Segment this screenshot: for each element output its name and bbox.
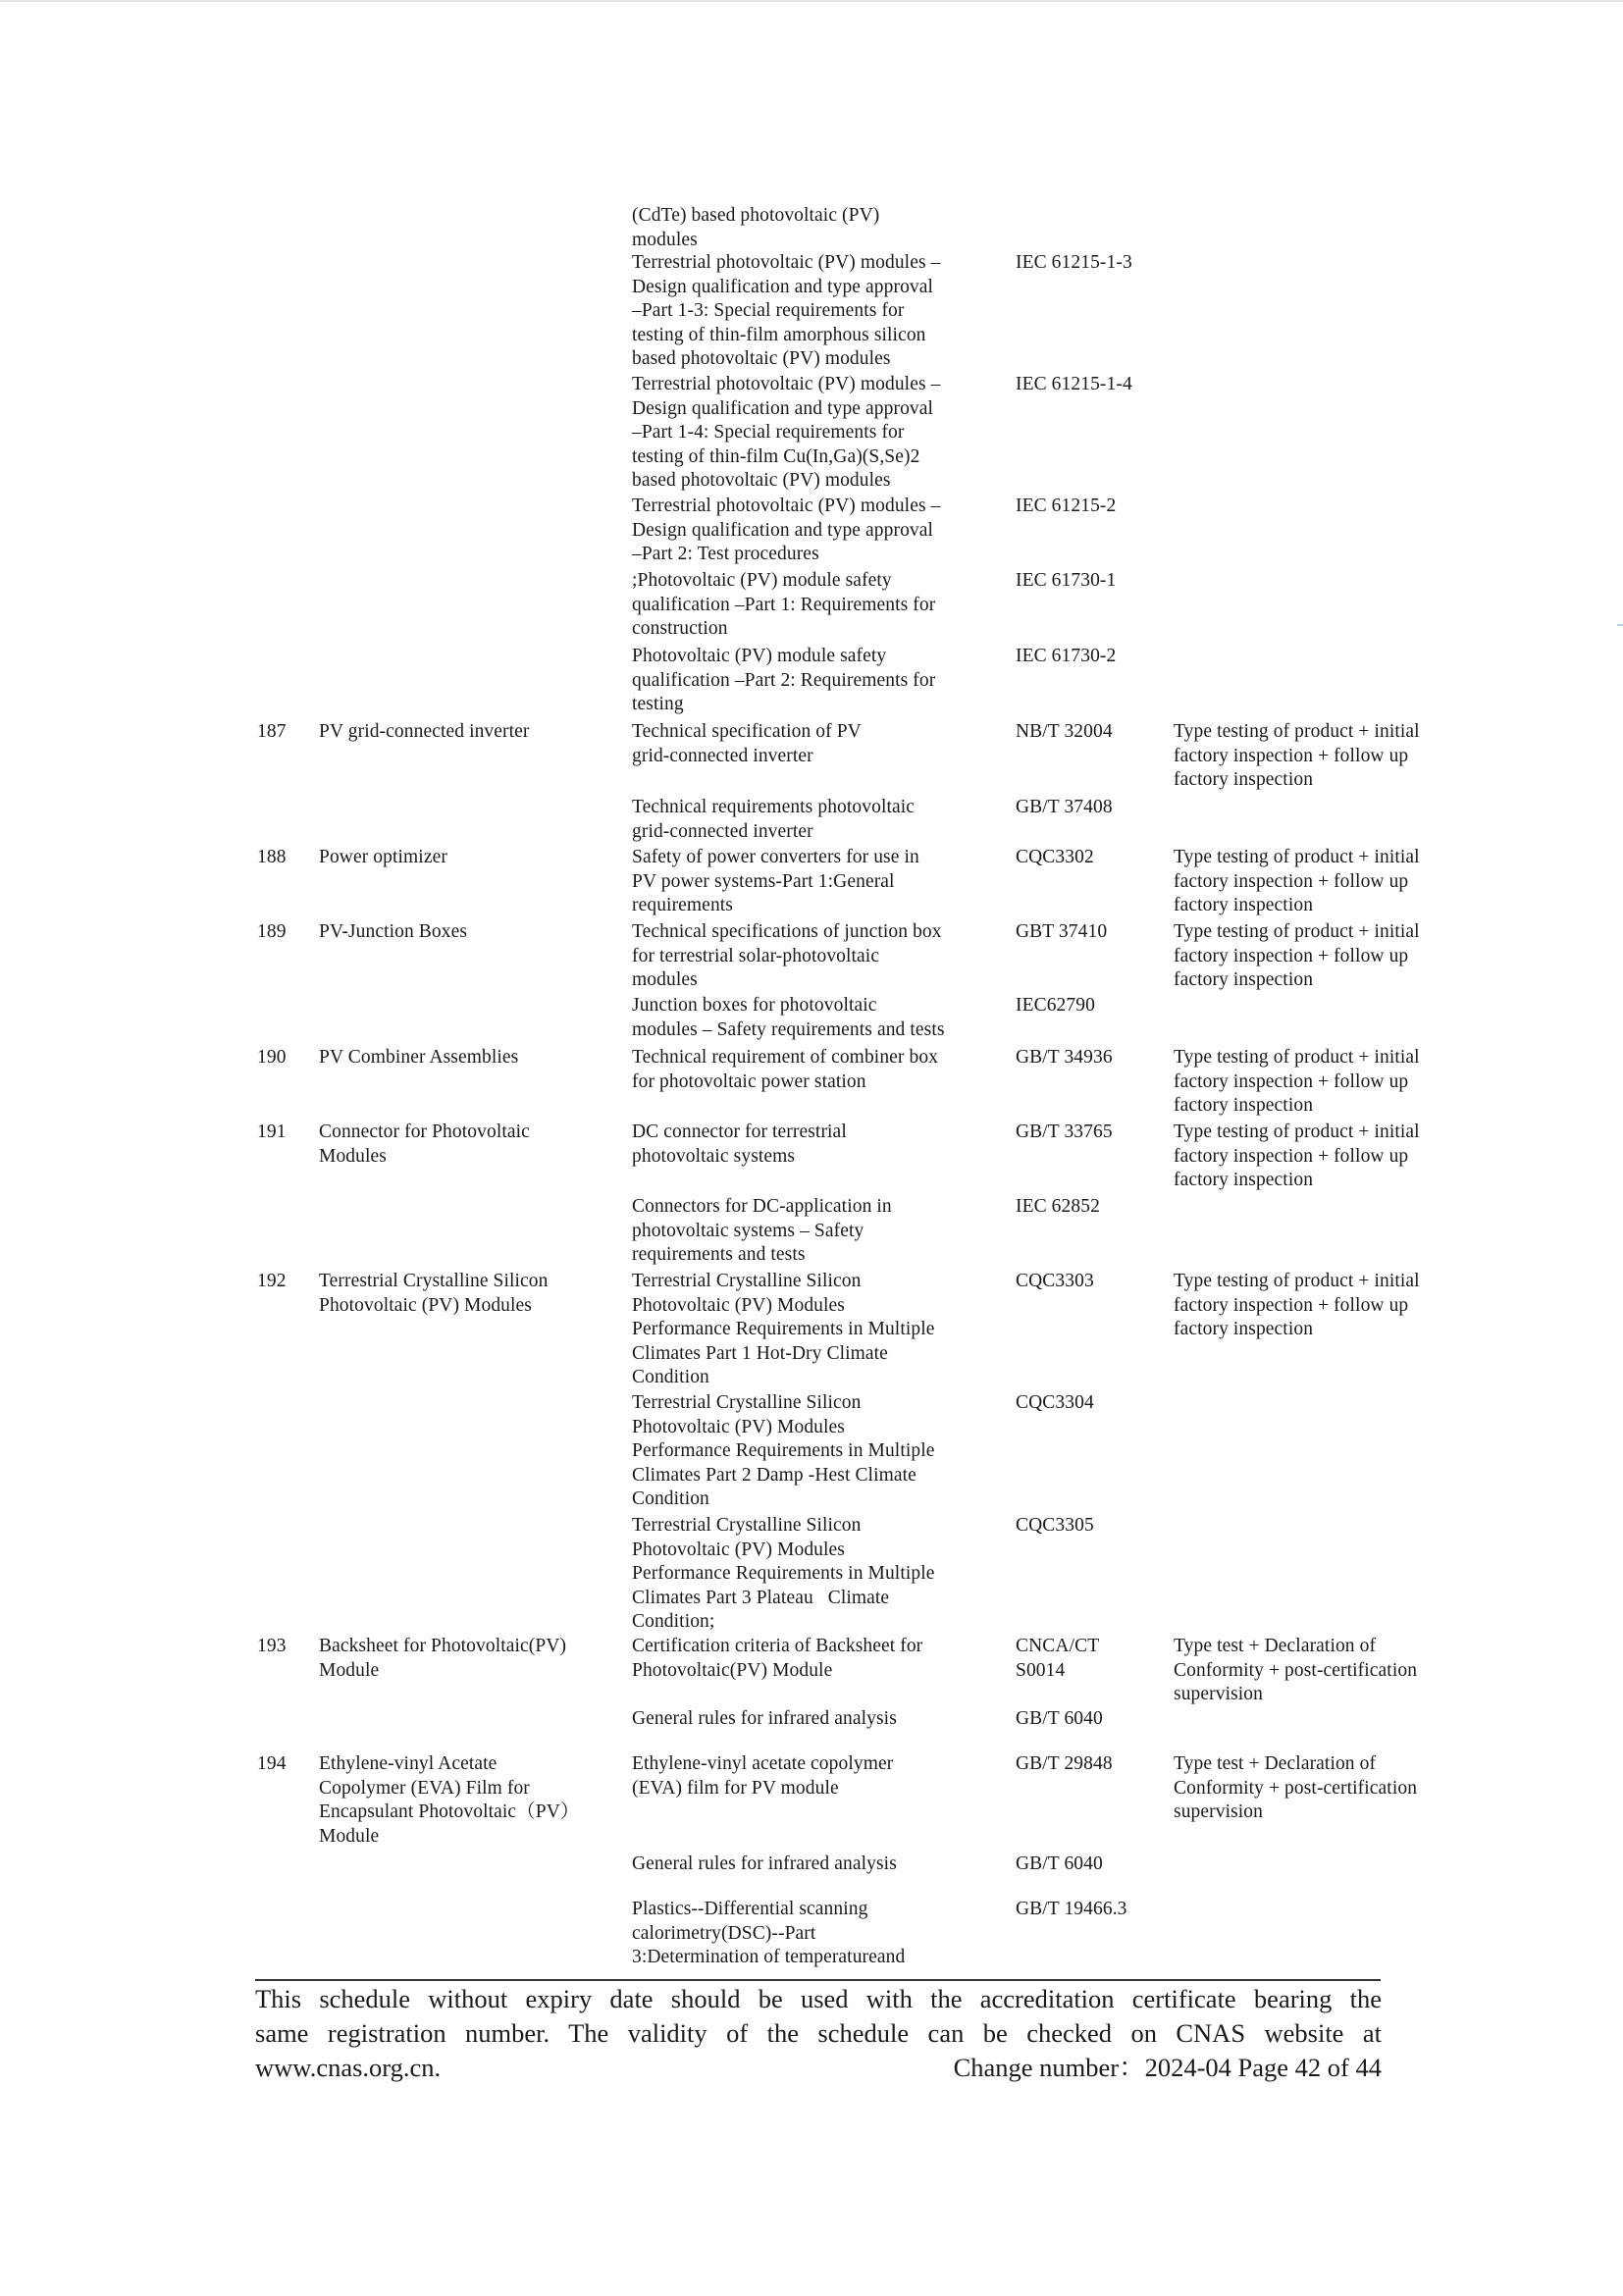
row-2-standard-line-3: testing of thin-film Cu(In,Ga)(S,Se)2	[632, 445, 920, 467]
row-4-standard-line-0: ;Photovoltaic (PV) module safety	[632, 570, 892, 591]
row-11-standard-line-0: Technical requirement of combiner box	[632, 1047, 939, 1068]
row-4-standard-line-2: construction	[632, 618, 728, 639]
row-14-standard-line-3: Climates Part 1 Hot-Dry Climate	[632, 1342, 888, 1364]
row-16-standard-line-3: Climates Part 3 Plateau Climate	[632, 1587, 890, 1608]
row-6-no-line-0: 187	[257, 721, 287, 742]
row-17-standard-line-1: Photovoltaic(PV) Module	[632, 1659, 833, 1681]
row-21-standard-line-0: Plastics--Differential scanning	[632, 1899, 868, 1919]
row-14-mode-line-2: factory inspection	[1174, 1319, 1314, 1339]
row-3-standard-line-1: Design qualification and type approval	[632, 519, 934, 541]
row-1-standard-line-0: Terrestrial photovoltaic (PV) modules –	[632, 252, 941, 273]
row-9-product-line-0: PV-Junction Boxes	[319, 921, 468, 942]
row-3-standard-line-0: Terrestrial photovoltaic (PV) modules –	[632, 496, 941, 516]
page-footer	[255, 1982, 1382, 2085]
row-16-standard-line-4: Condition;	[632, 1611, 715, 1632]
row-12-mode-line-1: factory inspection + follow up	[1174, 1145, 1409, 1167]
row-5-standard-line-1: qualification –Part 2: Requirements for	[632, 669, 936, 691]
row-13-standard-line-0: Connectors for DC-application in	[632, 1196, 892, 1217]
row-2-standard-line-1: Design qualification and type approval	[632, 397, 934, 419]
row-8-no-line-0: 188	[257, 847, 287, 867]
row-10-standard-line-0: Junction boxes for photovoltaic	[632, 995, 877, 1016]
row-21-standard-line-2: 3:Determination of temperatureand	[632, 1947, 906, 1967]
row-15-standard-line-4: Condition	[632, 1488, 709, 1509]
row-11-standard-line-1: for photovoltaic power station	[632, 1070, 866, 1092]
row-14-product-line-1: Photovoltaic (PV) Modules	[319, 1294, 532, 1316]
row-17-no-line-0: 193	[257, 1636, 287, 1656]
row-17-mode-line-1: Conformity + post-certification	[1174, 1659, 1418, 1681]
row-14-mode-line-0: Type testing of product + initial	[1174, 1271, 1420, 1291]
row-14-product-line-0: Terrestrial Crystalline Silicon	[319, 1271, 549, 1291]
row-13-standard-line-1: photovoltaic systems – Safety	[632, 1220, 864, 1241]
row-2-standard-line-0: Terrestrial photovoltaic (PV) modules –	[632, 374, 941, 394]
row-9-standard-line-0: Technical specifications of junction box	[632, 921, 942, 942]
footer-change-number: Change number：2024-04 Page 42 of 44	[953, 2053, 1382, 2082]
row-11-mode-line-0: Type testing of product + initial	[1174, 1047, 1420, 1068]
row-7-standard-line-0: Technical requirements photovoltaic	[632, 797, 916, 817]
row-6-product-line-0: PV grid-connected inverter	[319, 721, 530, 742]
row-12-code-line-0: GB/T 33765	[1016, 1122, 1113, 1142]
row-8-standard-line-1: PV power systems-Part 1:General	[632, 870, 895, 892]
footer-website: www.cnas.org.cn.	[255, 2053, 442, 2082]
row-16-standard-line-1: Photovoltaic (PV) Modules	[632, 1539, 845, 1560]
row-17-code-line-1: S0014	[1016, 1659, 1066, 1681]
row-14-no-line-0: 192	[257, 1271, 287, 1291]
row-19-code-line-0: GB/T 29848	[1016, 1753, 1113, 1774]
row-9-code-line-0: GBT 37410	[1016, 921, 1108, 942]
row-8-standard-line-0: Safety of power converters for use in	[632, 847, 919, 867]
row-15-standard-line-1: Photovoltaic (PV) Modules	[632, 1416, 845, 1437]
row-19-mode-line-1: Conformity + post-certification	[1174, 1777, 1418, 1799]
row-2-code-line-0: IEC 61215-1-4	[1016, 374, 1132, 394]
row-12-mode-line-2: factory inspection	[1174, 1170, 1314, 1190]
row-6-mode-line-1: factory inspection + follow up	[1174, 745, 1409, 766]
row-3-standard-line-2: –Part 2: Test procedures	[632, 544, 819, 564]
footer-line-3	[255, 2051, 1382, 2085]
row-8-mode-line-1: factory inspection + follow up	[1174, 870, 1409, 892]
footer-line-2: same registration number. The validity of the schedule can be checked on CNAS website at	[255, 2018, 1382, 2048]
row-15-standard-line-3: Climates Part 2 Damp -Hest Climate	[632, 1464, 916, 1486]
row-16-code-line-0: CQC3305	[1016, 1515, 1094, 1536]
row-11-mode-line-2: factory inspection	[1174, 1095, 1314, 1116]
row-5-code-line-0: IEC 61730-2	[1016, 646, 1117, 666]
row-12-product-line-1: Modules	[319, 1145, 387, 1167]
row-2-standard-line-2: –Part 1-4: Special requirements for	[632, 422, 905, 443]
row-19-standard-line-1: (EVA) film for PV module	[632, 1777, 839, 1799]
row-19-no-line-0: 194	[257, 1753, 287, 1774]
footer-rule	[255, 1979, 1381, 1981]
row-18-code-line-0: GB/T 6040	[1016, 1708, 1103, 1729]
row-14-standard-line-1: Photovoltaic (PV) Modules	[632, 1294, 845, 1316]
row-6-standard-line-1: grid-connected inverter	[632, 745, 813, 766]
row-14-code-line-0: CQC3303	[1016, 1271, 1094, 1291]
row-10-code-line-0: IEC62790	[1016, 995, 1095, 1016]
row-12-standard-line-0: DC connector for terrestrial	[632, 1122, 847, 1142]
row-8-standard-line-2: requirements	[632, 895, 733, 915]
row-9-mode-line-2: factory inspection	[1174, 969, 1314, 990]
row-9-mode-line-1: factory inspection + follow up	[1174, 945, 1409, 966]
row-6-code-line-0: NB/T 32004	[1016, 721, 1113, 742]
row-11-no-line-0: 190	[257, 1047, 287, 1068]
row-10-standard-line-1: modules – Safety requirements and tests	[632, 1018, 945, 1040]
row-18-standard-line-0: General rules for infrared analysis	[632, 1708, 897, 1729]
row-12-standard-line-1: photovoltaic systems	[632, 1145, 796, 1167]
row-9-standard-line-2: modules	[632, 969, 698, 990]
row-20-code-line-0: GB/T 6040	[1016, 1853, 1103, 1874]
row-6-standard-line-0: Technical specification of PV	[632, 721, 862, 742]
row-11-code-line-0: GB/T 34936	[1016, 1047, 1113, 1068]
row-3-code-line-0: IEC 61215-2	[1016, 496, 1117, 516]
row-6-mode-line-0: Type testing of product + initial	[1174, 721, 1420, 742]
row-7-standard-line-1: grid-connected inverter	[632, 820, 813, 842]
row-16-standard-line-2: Performance Requirements in Multiple	[632, 1563, 935, 1584]
row-17-product-line-1: Module	[319, 1659, 380, 1681]
row-14-standard-line-4: Condition	[632, 1367, 709, 1387]
row-2-standard-line-4: based photovoltaic (PV) modules	[632, 470, 891, 491]
row-19-standard-line-0: Ethylene-vinyl acetate copolymer	[632, 1753, 894, 1774]
row-16-standard-line-0: Terrestrial Crystalline Silicon	[632, 1515, 862, 1536]
row-14-standard-line-0: Terrestrial Crystalline Silicon	[632, 1271, 862, 1291]
row-14-mode-line-1: factory inspection + follow up	[1174, 1294, 1409, 1316]
row-19-mode-line-2: supervision	[1174, 1801, 1264, 1822]
footer-line-1: This schedule without expiry date should be used with the accreditation certificate bearing the	[255, 1984, 1382, 2013]
row-8-product-line-0: Power optimizer	[319, 847, 447, 867]
row-9-mode-line-0: Type testing of product + initial	[1174, 921, 1420, 942]
row-0-standard-line-0: (CdTe) based photovoltaic (PV)	[632, 205, 880, 226]
row-19-product-line-3: Module	[319, 1825, 380, 1847]
row-6-mode-line-2: factory inspection	[1174, 769, 1314, 790]
row-1-standard-line-4: based photovoltaic (PV) modules	[632, 348, 891, 369]
row-8-mode-line-0: Type testing of product + initial	[1174, 847, 1420, 867]
row-8-code-line-0: CQC3302	[1016, 847, 1094, 867]
row-15-standard-line-2: Performance Requirements in Multiple	[632, 1440, 935, 1461]
row-19-product-line-0: Ethylene-vinyl Acetate	[319, 1753, 497, 1774]
row-7-code-line-0: GB/T 37408	[1016, 797, 1113, 817]
row-20-standard-line-0: General rules for infrared analysis	[632, 1853, 897, 1874]
row-9-standard-line-1: for terrestrial solar-photovoltaic	[632, 945, 880, 966]
row-13-standard-line-2: requirements and tests	[632, 1244, 806, 1265]
row-21-standard-line-1: calorimetry(DSC)--Part	[632, 1922, 816, 1944]
row-17-standard-line-0: Certification criteria of Backsheet for	[632, 1636, 923, 1656]
row-15-code-line-0: CQC3304	[1016, 1392, 1094, 1413]
row-11-product-line-0: PV Combiner Assemblies	[319, 1047, 519, 1068]
row-4-code-line-0: IEC 61730-1	[1016, 570, 1117, 591]
row-1-code-line-0: IEC 61215-1-3	[1016, 252, 1132, 273]
row-12-product-line-0: Connector for Photovoltaic	[319, 1122, 530, 1142]
row-5-standard-line-0: Photovoltaic (PV) module safety	[632, 646, 887, 666]
row-17-code-line-0: CNCA/CT	[1016, 1636, 1100, 1656]
row-21-code-line-0: GB/T 19466.3	[1016, 1899, 1127, 1919]
row-1-standard-line-2: –Part 1-3: Special requirements for	[632, 300, 905, 321]
row-19-product-line-2: Encapsulant Photovoltaic（PV）	[319, 1801, 580, 1822]
row-1-standard-line-3: testing of thin-film amorphous silicon	[632, 324, 926, 345]
row-12-mode-line-0: Type testing of product + initial	[1174, 1122, 1420, 1142]
row-4-standard-line-1: qualification –Part 1: Requirements for	[632, 594, 936, 615]
row-5-standard-line-2: testing	[632, 694, 684, 714]
row-0-standard-line-1: modules	[632, 229, 698, 250]
row-8-mode-line-2: factory inspection	[1174, 895, 1314, 915]
row-13-code-line-0: IEC 62852	[1016, 1196, 1100, 1217]
row-17-mode-line-2: supervision	[1174, 1684, 1264, 1704]
row-1-standard-line-1: Design qualification and type approval	[632, 276, 934, 297]
row-11-mode-line-1: factory inspection + follow up	[1174, 1070, 1409, 1092]
row-15-standard-line-0: Terrestrial Crystalline Silicon	[632, 1392, 862, 1413]
row-14-standard-line-2: Performance Requirements in Multiple	[632, 1319, 935, 1339]
row-19-mode-line-0: Type test + Declaration of	[1174, 1753, 1377, 1774]
row-19-product-line-1: Copolymer (EVA) Film for	[319, 1777, 530, 1799]
row-17-product-line-0: Backsheet for Photovoltaic(PV)	[319, 1636, 567, 1656]
row-12-no-line-0: 191	[257, 1122, 287, 1142]
row-9-no-line-0: 189	[257, 921, 287, 942]
row-17-mode-line-0: Type test + Declaration of	[1174, 1636, 1377, 1656]
